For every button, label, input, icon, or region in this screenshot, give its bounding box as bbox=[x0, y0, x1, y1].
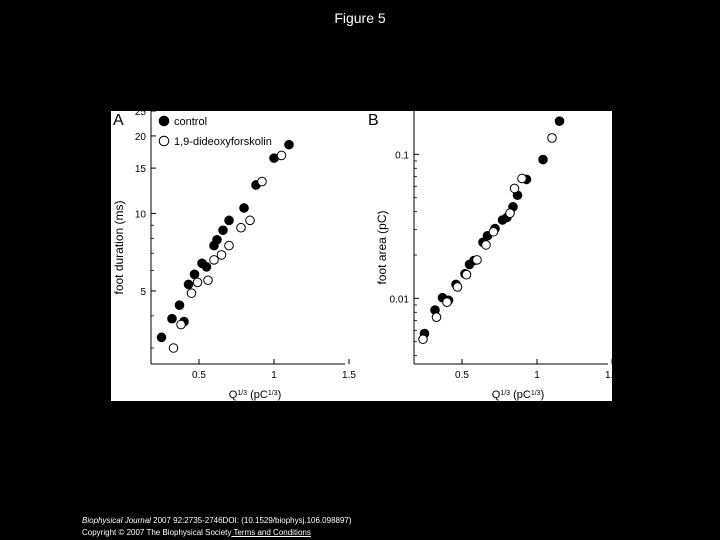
figure-panel bbox=[111, 107, 619, 401]
terms-link[interactable]: Terms and Conditions bbox=[231, 528, 311, 537]
data-point-control bbox=[219, 226, 228, 235]
y-tick-label: 5 bbox=[140, 286, 146, 298]
copyright-text: Copyright © 2007 The Biophysical Society bbox=[82, 528, 232, 537]
data-point-control bbox=[285, 140, 294, 149]
data-point-control bbox=[168, 314, 177, 323]
data-point-dideoxyforskolin bbox=[443, 298, 452, 307]
legend-label: control bbox=[174, 116, 208, 128]
x-tick-label: 0.5 bbox=[455, 370, 469, 381]
chart-panel-b bbox=[368, 111, 619, 401]
panel-letter: A bbox=[113, 112, 124, 129]
x-axis-label: $Q^{1/3}$ $(pC^{1/3})$ bbox=[228, 389, 282, 401]
data-point-dideoxyforskolin bbox=[204, 276, 213, 285]
data-point-dideoxyforskolin bbox=[177, 320, 186, 329]
data-point-dideoxyforskolin bbox=[277, 151, 286, 160]
legend-marker bbox=[159, 116, 169, 126]
data-point-dideoxyforskolin bbox=[548, 134, 557, 143]
data-point-dideoxyforskolin bbox=[489, 227, 498, 236]
data-point-dideoxyforskolin bbox=[246, 216, 255, 225]
data-point-dideoxyforskolin bbox=[462, 270, 471, 279]
data-point-control bbox=[240, 204, 249, 213]
x-axis-label: $Q^{1/3}$ $(pC^{1/3})$ bbox=[491, 389, 545, 401]
citation-detail: 2007 92:2735-2746DOI: (10.1529/biophysj.106.098897) bbox=[150, 516, 352, 525]
data-point-control bbox=[157, 333, 166, 342]
figure-title: Figure 5 bbox=[334, 10, 386, 26]
legend-label: 1,9-dideoxyforskolin bbox=[174, 136, 272, 148]
data-point-dideoxyforskolin bbox=[453, 283, 462, 292]
y-axis-label: foot area (pC) bbox=[375, 210, 389, 285]
data-point-dideoxyforskolin bbox=[506, 209, 515, 218]
chart-panel-a bbox=[112, 107, 356, 401]
y-axis-label: foot duration (ms) bbox=[112, 200, 126, 295]
panel-letter: B bbox=[368, 112, 379, 129]
y-tick-label: 0.1 bbox=[395, 150, 409, 162]
y-tick-label: 20 bbox=[134, 131, 146, 143]
journal-name: Biophysical Journal bbox=[82, 516, 151, 525]
data-point-dideoxyforskolin bbox=[473, 256, 482, 265]
figure-svg bbox=[111, 107, 619, 401]
copyright-line bbox=[82, 528, 311, 537]
data-point-dideoxyforskolin bbox=[225, 241, 234, 250]
data-point-dideoxyforskolin bbox=[482, 241, 491, 250]
data-point-dideoxyforskolin bbox=[169, 344, 178, 353]
data-point-control bbox=[225, 216, 234, 225]
y-tick-label: 25 bbox=[134, 107, 146, 118]
data-point-control bbox=[539, 155, 548, 164]
data-point-dideoxyforskolin bbox=[237, 223, 246, 232]
data-point-dideoxyforskolin bbox=[210, 256, 219, 265]
citation-line bbox=[82, 516, 352, 525]
y-tick-label: 15 bbox=[134, 164, 146, 176]
data-point-control bbox=[190, 270, 199, 279]
data-point-dideoxyforskolin bbox=[193, 278, 202, 287]
data-point-dideoxyforskolin bbox=[187, 289, 196, 298]
data-point-control bbox=[175, 301, 184, 310]
data-point-dideoxyforskolin bbox=[510, 184, 519, 193]
x-tick-label: 0.5 bbox=[192, 370, 206, 381]
legend-marker bbox=[159, 136, 169, 146]
data-point-control bbox=[213, 235, 222, 244]
data-point-dideoxyforskolin bbox=[217, 251, 226, 260]
data-point-dideoxyforskolin bbox=[432, 313, 441, 322]
x-tick-label: 1.5 bbox=[605, 370, 619, 381]
y-tick-label: 0.01 bbox=[389, 294, 409, 306]
data-point-control bbox=[202, 263, 211, 272]
x-tick-label: 1.5 bbox=[342, 370, 356, 381]
data-point-dideoxyforskolin bbox=[518, 174, 527, 183]
data-point-dideoxyforskolin bbox=[419, 335, 428, 344]
x-tick-label: 1 bbox=[271, 370, 277, 381]
data-point-control bbox=[555, 117, 564, 126]
data-point-control bbox=[184, 280, 193, 289]
data-point-dideoxyforskolin bbox=[258, 177, 267, 186]
x-tick-label: 1 bbox=[534, 370, 540, 381]
y-tick-label: 10 bbox=[134, 209, 146, 221]
